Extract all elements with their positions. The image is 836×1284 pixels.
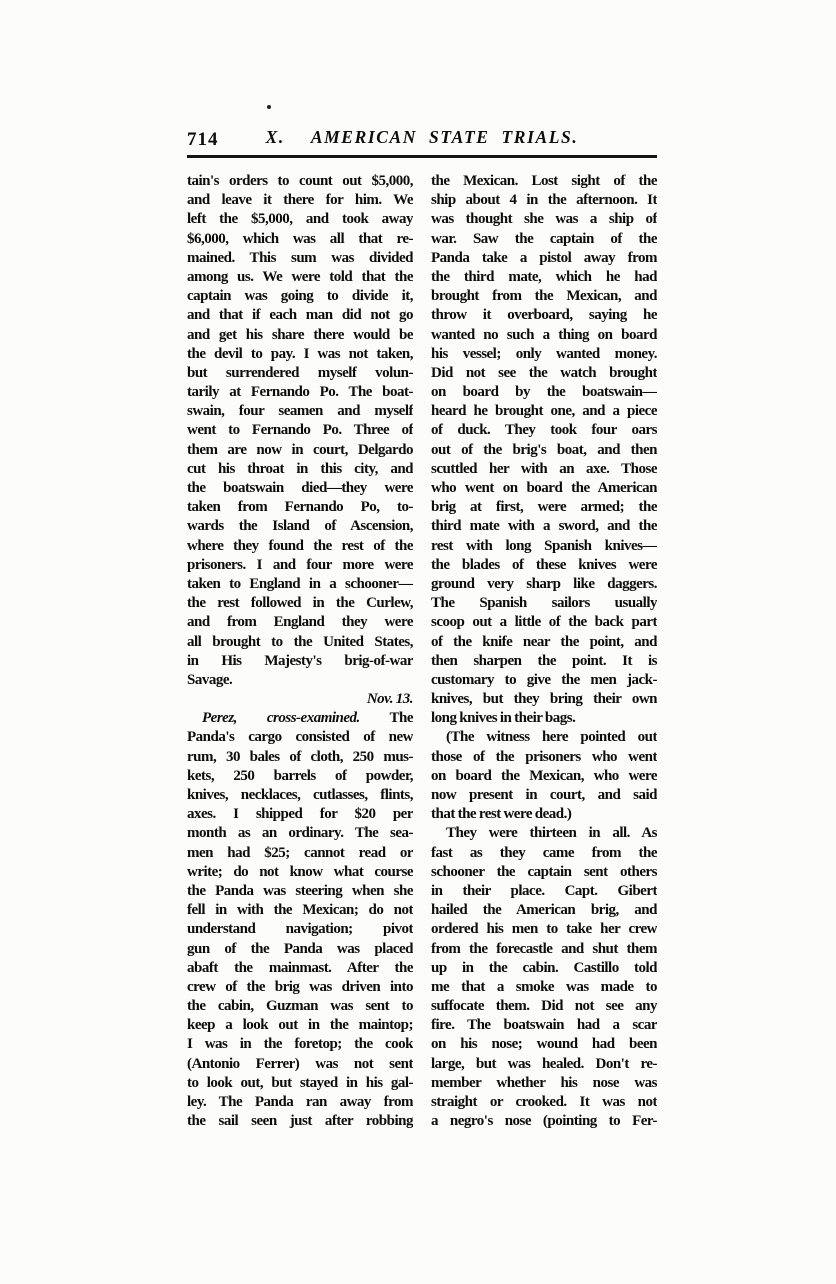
text-line: $6,000, which was all that re- xyxy=(187,230,413,247)
text-line: swain, four seamen and myself xyxy=(187,403,413,420)
text-line: on board the Mexican, who were xyxy=(431,767,657,784)
text-line: on his nose; wound had been xyxy=(431,1036,657,1053)
text-line: taken from Fernando Po, to- xyxy=(187,499,413,516)
text-line: tarily at Fernando Po. The boat- xyxy=(187,384,413,401)
text-line: fire. The boatswain had a scar xyxy=(431,1017,657,1034)
text-line: Nov. 13. xyxy=(366,691,413,708)
text-line: to look out, but stayed in his gal- xyxy=(187,1074,413,1091)
text-line: knives, but they bring their own xyxy=(431,691,657,708)
text-line: where they found the rest of the xyxy=(187,537,413,554)
text-line: kets, 250 barrels of powder, xyxy=(187,767,413,784)
text-line: captain was going to divide it, xyxy=(187,288,413,305)
text-line: out of the brig's boat, and then xyxy=(431,441,657,458)
text-line: large, but was healed. Don't re- xyxy=(431,1055,657,1072)
text-line: and get his share there would be xyxy=(187,326,413,343)
text-line: understand navigation; pivot xyxy=(187,921,413,938)
text-line: suffocate them. Did not see any xyxy=(431,998,657,1015)
text-line: keep a look out in the maintop; xyxy=(187,1017,413,1034)
text-line: ship about 4 in the afternoon. It xyxy=(431,192,657,209)
text-line: then sharpen the point. It is xyxy=(431,652,657,669)
text-line: and from England they were xyxy=(187,614,413,631)
text-line: among us. We were told that the xyxy=(187,268,413,285)
text-line: who went on board the American xyxy=(431,480,657,496)
text-line: the Panda was steering when she xyxy=(187,882,413,899)
text-line: throw it overboard, saying he xyxy=(431,307,657,324)
text-line: now present in court, and said xyxy=(431,787,657,803)
text-line: heard he brought one, and a piece xyxy=(431,403,657,420)
text-line: those of the prisoners who went xyxy=(431,748,657,765)
text-line: fell in with the Mexican; do not xyxy=(187,902,413,919)
text-line: men had $25; cannot read or xyxy=(187,844,413,861)
text-line: of duck. They took four oars xyxy=(431,422,657,439)
text-line: tain's orders to count out $5,000, xyxy=(187,173,413,189)
text-line: schooner the captain sent others xyxy=(431,863,657,880)
text-line: in their place. Capt. Gibert xyxy=(431,882,657,899)
text-line: prisoners. I and four more were xyxy=(187,556,413,573)
text-line: the blades of these knives were xyxy=(431,556,657,573)
text-line: Did not see the watch brought xyxy=(431,364,657,381)
text-line: the cabin, Guzman was sent to xyxy=(187,998,413,1015)
text-line: went to Fernando Po. Three of xyxy=(187,422,413,439)
text-line: in His Majesty's brig-of-war xyxy=(187,652,413,669)
text-line: the boatswain died—they were xyxy=(187,480,413,496)
text-line: (The witness here pointed out xyxy=(446,729,657,746)
text-line: straight or crooked. It was not xyxy=(431,1094,657,1110)
text-line: axes. I shipped for $20 per xyxy=(187,806,413,823)
left-text-column xyxy=(187,172,413,1131)
text-line: mained. This sum was divided xyxy=(187,249,413,266)
text-line: rest with long Spanish knives— xyxy=(431,537,657,554)
text-line: and that if each man did not go xyxy=(187,307,413,324)
right-text-column xyxy=(431,172,657,1131)
page-number: 714 xyxy=(187,129,219,150)
text-line: of the knife near the point, and xyxy=(431,633,657,650)
text-line: member whether his nose was xyxy=(431,1074,657,1091)
text-line: month as an ordinary. The sea- xyxy=(187,825,413,842)
text-line: hailed the American brig, and xyxy=(431,902,657,919)
text-line: up in the cabin. Castillo told xyxy=(431,959,657,976)
text-line: abaft the mainmast. After the xyxy=(187,959,413,976)
text-line: fast as they came from the xyxy=(431,844,657,861)
text-line: the sail seen just after robbing xyxy=(187,1113,413,1130)
text-line: left the $5,000, and took away xyxy=(187,211,413,228)
text-line: rum, 30 bales of cloth, 250 mus- xyxy=(187,748,413,765)
text-line: cut his throat in this city, and xyxy=(187,460,413,477)
text-line: knives, necklaces, cutlasses, flints, xyxy=(187,787,413,803)
text-columns xyxy=(187,172,657,1131)
scan-artifact-dot xyxy=(267,105,271,109)
text-line: Savage. xyxy=(187,671,233,688)
text-line: long knives in their bags. xyxy=(431,710,576,727)
text-line: and leave it there for him. We xyxy=(187,192,413,209)
text-line: brought from the Mexican, and xyxy=(431,288,657,305)
text-line: gun of the Panda was placed xyxy=(187,940,413,957)
text-line: write; do not know what course xyxy=(187,863,413,880)
text-line: was thought she was a ship of xyxy=(431,211,657,228)
running-title xyxy=(187,127,657,148)
text-line: third mate with a sword, and the xyxy=(431,518,657,535)
text-line: Panda's cargo consisted of new xyxy=(187,729,413,746)
text-line: wanted no such a thing on board xyxy=(431,326,657,343)
text-line: me that a smoke was made to xyxy=(431,978,657,995)
text-line: a negro's nose (pointing to Fer- xyxy=(431,1113,657,1130)
text-line: crew of the brig was driven into xyxy=(187,978,413,995)
text-line: from the forecastle and shut them xyxy=(431,940,657,957)
text-line: the devil to pay. I was not taken, xyxy=(187,345,413,362)
running-title-section: X. xyxy=(265,127,285,147)
text-line: The Spanish sailors usually xyxy=(431,595,657,612)
text-line: his vessel; only wanted money. xyxy=(431,345,657,362)
text-line: all brought to the United States, xyxy=(187,633,413,650)
page-header xyxy=(187,126,657,152)
text-line: brig at first, were armed; the xyxy=(431,499,657,516)
header-rule xyxy=(187,155,657,158)
text-line: They were thirteen in all. As xyxy=(446,825,657,842)
text-line: that the rest were dead.) xyxy=(431,806,572,823)
text-line: the rest followed in the Curlew, xyxy=(187,595,413,612)
text-line: the third mate, which he had xyxy=(431,268,657,285)
text-line: but surrendered myself volun- xyxy=(187,364,413,381)
text-line: ordered his men to take her crew xyxy=(431,921,657,938)
text-line: customary to give the men jack- xyxy=(431,671,657,688)
text-line: war. Saw the captain of the xyxy=(431,230,657,247)
text-line: ground very sharp like daggers. xyxy=(431,575,657,592)
text-line: scuttled her with an axe. Those xyxy=(431,460,657,477)
text-line: taken to England in a schooner— xyxy=(187,575,413,592)
text-line: on board by the boatswain— xyxy=(431,384,657,401)
text-line: wards the Island of Ascension, xyxy=(187,518,413,535)
text-line: ley. The Panda ran away from xyxy=(187,1094,413,1110)
text-line: (Antonio Ferrer) was not sent xyxy=(187,1055,413,1072)
running-title-text: AMERICAN STATE TRIALS. xyxy=(310,127,579,147)
text-line: them are now in court, Delgardo xyxy=(187,441,413,458)
text-line: I was in the foretop; the cook xyxy=(187,1036,413,1053)
text-line: scoop out a little of the back part xyxy=(431,614,657,631)
text-line: Perez, cross-examined. The xyxy=(202,710,413,727)
text-line: Panda take a pistol away from xyxy=(431,249,657,266)
text-line: the Mexican. Lost sight of the xyxy=(431,173,657,189)
